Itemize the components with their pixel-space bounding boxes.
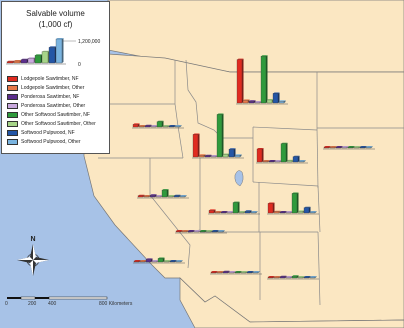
legend-scale-bar-side-8 (62, 38, 64, 63)
legend-units: (1,000 cf) (38, 20, 73, 29)
scale-segment-1 (7, 297, 21, 299)
legend-size-scale (2, 30, 109, 70)
legend-scale-bar-2 (14, 61, 20, 63)
bars-montana-bar-7 (273, 93, 278, 103)
bars-montana-bar-4 (255, 102, 260, 103)
legend-scale-bar-6 (42, 52, 48, 63)
bars-oregon-bar-6 (168, 196, 173, 197)
legend-scale-min: 0 (78, 62, 81, 68)
scale-label-800: 800 Kilometers (99, 301, 133, 307)
bars-new-mexico-bar-1 (268, 277, 273, 278)
bars-arizona-bar-5 (235, 272, 240, 273)
bars-colorado-bar-side-5 (297, 193, 299, 214)
bars-new-mexico-bar-3 (280, 277, 285, 278)
bars-california-bar-4 (152, 261, 157, 262)
legend-label: Softwood Pulpwood, Other (21, 139, 81, 145)
bars-wyoming-bar-8 (299, 161, 304, 162)
bars-california-bar-1 (134, 261, 139, 262)
bars-south-dakota-bar-7 (360, 147, 365, 148)
scale-bar (7, 297, 107, 299)
legend (1, 1, 110, 154)
bars-idaho-bar-4 (211, 156, 216, 157)
bars-oregon-bar-8 (180, 196, 185, 197)
bars-arizona-bar-4 (229, 272, 234, 273)
bars-south-dakota-bar-6 (354, 147, 359, 148)
bars-colorado-bar-side-1 (273, 202, 275, 213)
legend-scale-max: 1,200,000 (78, 39, 101, 45)
us-land (84, 54, 404, 322)
legend-item-lodgepole-nf (7, 75, 79, 83)
legend-swatch (7, 139, 18, 145)
bars-arizona-bar-6 (241, 272, 246, 273)
legend-label: Lodgepole Sawtimber, Other (21, 85, 85, 91)
legend-scale-bar-7 (49, 47, 55, 63)
bars-montana-bar-8 (279, 101, 284, 103)
legend-swatch (7, 121, 18, 127)
bars-south-dakota-bar-4 (342, 147, 347, 148)
legend-scale-bar-5 (35, 55, 41, 63)
bars-washington-bar-4 (151, 126, 156, 127)
bars-oregon-bar-side-5 (167, 189, 169, 197)
bars-washington-bar-3 (145, 126, 150, 127)
bars-california-bar-8 (176, 261, 181, 262)
legend-label: Lodgepole Sawtimber, NF (21, 76, 79, 82)
bars-arizona-bar-3 (223, 272, 228, 273)
bars-utah-bar-6 (239, 212, 244, 213)
bars-utah-bar-3 (221, 212, 226, 213)
legend-label: Other Softwood Sawtimber, Other (21, 121, 96, 127)
bars-arizona-bar-7 (247, 272, 252, 273)
legend-swatch (7, 94, 18, 100)
bars-nevada-bar-3 (188, 231, 193, 232)
bars-new-mexico-bar-4 (286, 277, 291, 278)
bars-colorado-bar-6 (298, 211, 303, 213)
legend-label: Softwood Pulpwood, NF (21, 130, 75, 136)
bars-arizona-bar-8 (253, 272, 258, 273)
bars-california-bar-6 (164, 261, 169, 262)
bars-nevada-bar-5 (200, 231, 205, 232)
bars-idaho-bar-side-1 (198, 133, 200, 157)
bars-new-mexico-bar-8 (310, 277, 315, 278)
bars-california-bar-2 (140, 261, 145, 262)
bars-california-bar-3 (146, 259, 151, 262)
bars-wyoming-bar-2 (263, 161, 268, 162)
bars-new-mexico-bar-2 (274, 277, 279, 278)
bars-oregon-bar-5 (162, 190, 167, 197)
bars-wyoming-bar-5 (281, 144, 286, 162)
legend-item-pulpwood-nf (7, 129, 75, 137)
bars-oregon-bar-2 (144, 196, 149, 197)
legend-swatch (7, 85, 18, 91)
bars-montana-bar-side-1 (242, 59, 244, 103)
bars-montana-bar-side-5 (266, 55, 268, 103)
bars-colorado-bar-2 (274, 212, 279, 213)
scale-label-0: 0 (5, 301, 8, 307)
bars-wyoming-bar-side-1 (262, 148, 264, 162)
bars-montana-bar-2 (243, 100, 248, 103)
bars-oregon-bar-7 (174, 196, 179, 197)
bars-utah-bar-2 (215, 212, 220, 213)
bars-arizona-bar-1 (211, 272, 216, 273)
bars-arizona-bar-2 (217, 272, 222, 273)
bars-utah-bar-7 (245, 211, 250, 213)
bars-washington-bar-8 (175, 126, 180, 127)
bars-nevada-bar-4 (194, 231, 199, 232)
bars-wyoming-bar-1 (257, 149, 262, 162)
bars-washington-bar-1 (133, 124, 138, 127)
bars-idaho-bar-3 (205, 156, 210, 157)
bars-utah-bar-4 (227, 212, 232, 213)
bars-south-dakota-bar-1 (324, 147, 329, 148)
scale-segment-2 (21, 297, 35, 299)
legend-swatch (7, 130, 18, 136)
bars-oregon-bar-3 (150, 195, 155, 197)
bars-idaho-bar-1 (193, 134, 198, 157)
legend-label: Other Softwood Sawtimber, NF (21, 112, 90, 118)
north-label: N (30, 236, 36, 243)
bars-california-bar-7 (170, 261, 175, 262)
bars-colorado-bar-4 (286, 212, 291, 213)
bars-colorado-bar-5 (292, 194, 297, 214)
legend-swatch (7, 76, 18, 82)
bars-idaho-bar-7 (229, 149, 234, 157)
legend-title: Salvable volume (26, 9, 85, 18)
legend-item-ponderosa-nf (7, 93, 79, 101)
bars-idaho-bar-6 (223, 154, 228, 157)
bars-wyoming-bar-3 (269, 161, 274, 162)
bars-wyoming-bar-6 (287, 161, 292, 162)
compass-rose (17, 244, 49, 276)
bars-washington-bar-6 (163, 126, 168, 127)
bars-utah-bar-1 (209, 210, 214, 213)
legend-label: Ponderosa Sawtimber, Other (21, 103, 86, 109)
bars-oregon-bar-1 (138, 196, 143, 197)
legend-swatch (7, 112, 18, 118)
scale-label-200: 200 (28, 301, 37, 307)
legend-item-ponderosa-other (7, 102, 85, 110)
legend-label: Ponderosa Sawtimber, NF (21, 94, 80, 100)
bars-nevada-bar-6 (206, 231, 211, 232)
bars-colorado-bar-8 (310, 212, 315, 213)
bars-south-dakota-bar-8 (366, 147, 371, 148)
bars-nevada-bar-1 (176, 231, 181, 232)
bars-montana-bar-1 (237, 60, 242, 103)
bars-idaho-bar-side-5 (222, 114, 224, 157)
bars-wyoming-bar-4 (275, 161, 280, 162)
bars-idaho-bar-8 (235, 155, 240, 157)
bars-new-mexico-bar-7 (304, 277, 309, 278)
bars-utah-bar-side-5 (238, 202, 240, 213)
land-masses (84, 0, 404, 328)
bars-washington-bar-2 (139, 126, 144, 127)
bars-nevada-bar-8 (218, 231, 223, 232)
bars-montana-bar-6 (267, 100, 272, 103)
bars-nevada-bar-7 (212, 231, 217, 232)
bars-utah-bar-5 (233, 203, 238, 213)
bars-south-dakota-bar-5 (348, 147, 353, 148)
bars-colorado-bar-3 (280, 212, 285, 213)
legend-scale-bar-4 (28, 58, 34, 63)
bars-idaho-bar-5 (217, 115, 222, 157)
bars-new-mexico-bar-6 (298, 277, 303, 278)
bars-nevada-bar-2 (182, 231, 187, 232)
scale-label-400: 400 (48, 301, 57, 307)
bars-montana-bar-5 (261, 56, 266, 103)
bars-south-dakota-bar-3 (336, 147, 341, 148)
scale-segment-3 (35, 297, 49, 299)
legend-scale-bar-8 (56, 39, 62, 63)
legend-item-lodgepole-other (7, 84, 84, 92)
bars-colorado-bar-1 (268, 203, 273, 213)
bars-new-mexico-bar-5 (292, 276, 297, 278)
scale-segment-4 (49, 297, 107, 299)
bars-oregon-bar-4 (156, 196, 161, 197)
bars-washington-bar-5 (157, 122, 162, 127)
legend-swatch (7, 103, 18, 109)
legend-scale-bar-1 (7, 62, 13, 63)
bars-washington-bar-7 (169, 126, 174, 127)
legend-item-pulpwood-other (7, 138, 80, 146)
bars-idaho-bar-2 (199, 155, 204, 157)
legend-item-other-softwood-other (7, 120, 96, 128)
bars-wyoming-bar-7 (293, 157, 298, 162)
bars-montana-bar-3 (249, 101, 254, 103)
bars-south-dakota-bar-2 (330, 147, 335, 148)
bars-wyoming-bar-side-5 (286, 143, 288, 162)
bars-california-bar-5 (158, 259, 163, 262)
legend-item-other-softwood-nf (7, 111, 90, 119)
legend-scale-bar-3 (21, 60, 27, 63)
bars-colorado-bar-7 (304, 208, 309, 213)
bars-utah-bar-8 (251, 212, 256, 213)
